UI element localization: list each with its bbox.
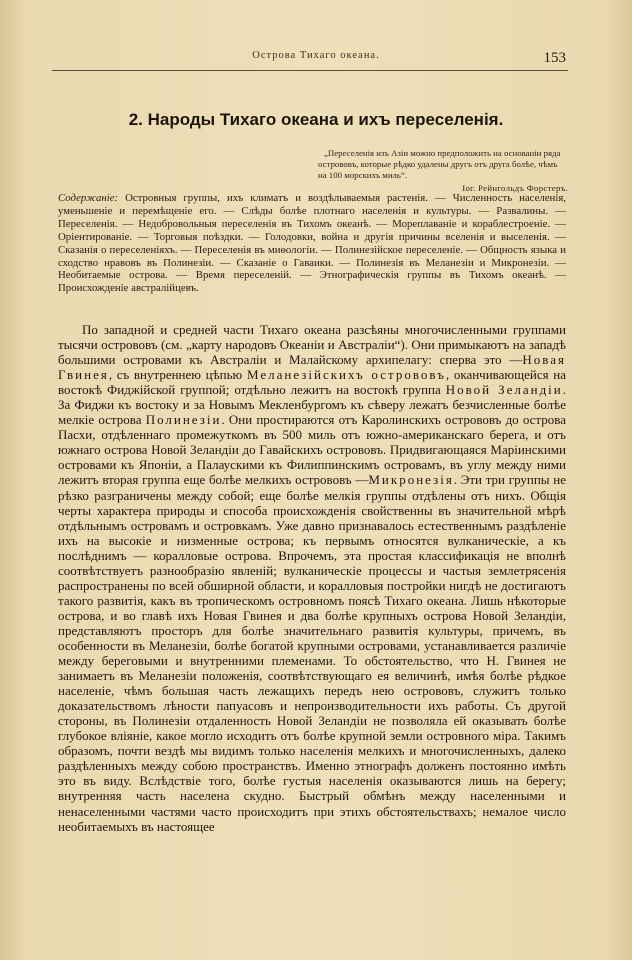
spaced-term: Новая Гвинея	[58, 352, 566, 383]
spaced-term: Микронезія	[368, 472, 454, 488]
spaced-term: Новой Зеландіи	[445, 382, 563, 398]
contents-lead: Содержаніе:	[58, 192, 119, 204]
chapter-title: 2. Народы Тихаго океана и ихъ переселенія.	[128, 110, 504, 129]
page-number: 153	[543, 50, 566, 66]
spaced-term: Меланезійскихъ острововъ	[246, 367, 446, 383]
text-run: . Они простираются отъ Каролинскихъ острововъ до острова Пасхи, отдѣленнаго промежуткомъ въ 500 миль отъ южно-американскаго берега, и отъ южнаго острова Новой Зеландіи до Гавайскихъ острововъ. Придвигающаяся Маріинскими островами къ Японіи, а Палаускими къ Филиппинскимъ островамъ, въ углу между ними лежитъ вторая группа еще болѣе мелкихъ острововъ —	[58, 412, 567, 488]
paragraph	[58, 322, 566, 834]
epigraph-author: Іог. Рейнгольдъ Форстеръ.	[462, 183, 568, 193]
body-text	[58, 322, 566, 834]
running-head: Острова Тихаго океана.	[252, 50, 380, 61]
epigraph	[318, 148, 568, 194]
text-run: . Эти три группы не рѣзко разграничены между собой; еще болѣе мелкія группы отдѣлены отъ нихъ. Общія черты характера природы и способа происхожденія свойственны въ значительной мѣрѣ отдѣльнымъ островамъ и островкамъ. Уже давно признавалось естественнымъ раздѣленіе ихъ на высокіе и низменные острова; къ первымъ относятся вулканическіе, а къ послѣднимъ — коралловые острова. Впрочемъ, эта простая классификація не вполнѣ соотвѣтствуетъ разнообразію явленій; вулканическіе процессы и частыя землетрясенія распространены по всей обширной области, и коралловыя постройки нигдѣ не достигаютъ такого развитія, какъ въ тропическомъ островномъ поясѣ Тихаго океана. Лишь нѣкоторые острова, и во главѣ ихъ Новая Гвинея и два болѣе крупныхъ острова Новой Зеландіи, представляютъ просторъ для болѣе значительнаго развитія культуры, причемъ, въ особенности въ Меланезіи, болѣе богатой крупными островами, устанавливается различіе между береговыми и внутренними племенами. То обстоятельство, что Н. Гвинея не занимаетъ въ Меланезіи положенія, соотвѣтствующаго ея величинѣ, имѣя болѣе рѣдкое населеніе, чѣмъ большая часть лежащихъ передъ нею острововъ, служитъ только доказательствомъ лѣности папуасовъ и непроизводительности ихъ работы. Съ другой стороны, въ Полинезіи отдаленность Новой Зеландіи не позволяла ей оказывать болѣе глубокое вліяніе, какое могло исходить отъ болѣе крупной земли островного міра. Такимъ образомъ, почти вездѣ мы видимъ только населенія мелкихъ и многочисленныхъ, далеко раздѣленныхъ между собою пространствъ. Именно этнографъ долженъ постоянно имѣть это въ виду. Вслѣдствіе того, болѣе густыя населенія оказываются лишь на берегу; внутренняя часть населена скудно. Быстрый обмѣнъ между населенными и ненаселенными частями часто происходитъ при этихъ обстоятельствахъ; немалое число необитаемыхъ въ настоящее	[58, 472, 566, 834]
epigraph-text: „Переселенія изъ Азіи можно предположить на основаніи ряда острововъ, которые рѣдко удалены другъ отъ друга болѣе, чѣмъ на 100 морскихъ миль“.	[318, 148, 561, 180]
contents-text: Островныя группы, ихъ климатъ и воздѣлываемыя растенія. — Численность населенія, уменьшеніе и перемѣщеніе его. — Слѣды болѣе плотнаго населенія и культуры. — Развалины. — Переселенія. — Недобровольныя переселенія въ Тихомъ океанѣ. — Мореплаваніе и кораблестроеніе. — Оріентированіе. — Торговыя поѣздки. — Голодовки, война и другія причины вселенія и выселенія. — Сказанія о переселеніяхъ. — Переселенія въ миѳологіи. — Полинезійское переселеніе. — Общность языка и сходство нравовъ въ Полинезіи. — Сказаніе о Гаваики. — Полинезія въ Меланезіи и Микронезіи. — Необитаемые острова. — Время переселеній. — Этнографическія группы въ Тихомъ океанѣ. — Происхожденіе австралійцевъ.	[58, 192, 567, 295]
text-run: По западной и средней части Тихаго океана разсѣяны многочисленными группами тысячи острововъ (см. „карту народовъ Океаніи и Австраліи“). Они примыкаютъ на западѣ большими островами къ Австраліи и Малайскому архипелагу: сперва это —	[58, 322, 566, 368]
chapter-contents	[58, 192, 566, 295]
text-run: , оканчивающейся на востокѣ Фиджійской группой; отдѣльно лежитъ на востокѣ группа	[58, 367, 567, 398]
spaced-term: Полинезіи	[145, 412, 222, 428]
text-run: . За Фиджи къ востоку и за Новымъ Мекленбургомъ къ сѣверу лежатъ безчисленные болѣе мелкіе острова	[58, 382, 567, 428]
header-rule	[52, 70, 568, 71]
text-run: , съ внутреннею цѣпью	[108, 367, 243, 383]
